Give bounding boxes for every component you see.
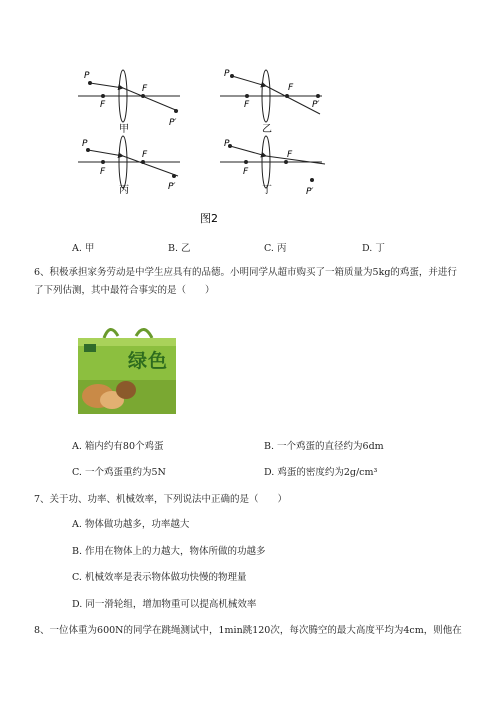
point-p-prime: [174, 109, 178, 113]
label-p-prime: P′: [168, 182, 176, 192]
focus-left: [101, 160, 105, 164]
label-p: P: [82, 139, 88, 149]
q6-stem-line2: 了下列估测，其中最符合事实的是（ ）: [34, 285, 215, 296]
focus-left: [245, 94, 249, 98]
focus-left: [244, 160, 248, 164]
lens-panel-yi: [220, 69, 322, 135]
label-f-left: F: [244, 100, 250, 110]
label-f-left: F: [243, 167, 249, 177]
label-f-right: F: [142, 84, 148, 94]
label-f-right: F: [142, 150, 148, 160]
label-p-prime: P′: [312, 100, 320, 110]
focus-left: [101, 94, 105, 98]
lens-diagram-figure: [0, 0, 500, 230]
q8-stem: 8、一位体重为600N的同学在跳绳测试中，1min跳120次，每次腾空的最大高度平均为4cm，则他在: [34, 625, 462, 636]
lens-panel-ding: [220, 136, 325, 197]
label-p: P: [224, 139, 230, 149]
point-p: [230, 74, 234, 78]
q7-option-a[interactable]: A. 物体做功越多，功率越大: [72, 519, 190, 530]
lens-panel-bing: [78, 136, 180, 196]
q6-option-b[interactable]: B. 一个鸡蛋的直径约为6dm: [264, 441, 384, 452]
q7-stem: 7、关于功、功率、机械效率，下列说法中正确的是（ ）: [34, 494, 288, 505]
q5-option-a[interactable]: A. 甲: [72, 243, 95, 254]
point-p-prime: [310, 178, 314, 182]
q7-option-d[interactable]: D. 同一滑轮组，增加物重可以提高机械效率: [72, 599, 257, 610]
label-f-left: F: [100, 100, 106, 110]
label-p-prime: P′: [306, 187, 314, 197]
q6-option-d[interactable]: D. 鸡蛋的密度约为2g/cm³: [264, 467, 378, 478]
q6-option-c[interactable]: C. 一个鸡蛋重约为5N: [72, 467, 166, 478]
q6-stem-line1: 6、积极承担家务劳动是中学生应具有的品德。小明同学从超市购买了一箱质量为5kg的鸡蛋，并进行: [34, 267, 457, 278]
label-f-right: F: [288, 83, 294, 93]
figure-caption: 图2: [200, 212, 218, 225]
panel-name: 丁: [262, 185, 272, 196]
egg-box-image: [76, 320, 178, 416]
panel-name: 乙: [262, 124, 272, 135]
q7-option-c[interactable]: C. 机械效率是表示物体做功快慢的物理量: [72, 572, 247, 583]
label-p: P: [224, 69, 230, 79]
point-p-prime: [172, 174, 176, 178]
q7-option-b[interactable]: B. 作用在物体上的力越大，物体所做的功越多: [72, 546, 266, 557]
point-p-prime: [316, 94, 320, 98]
panel-name: 丙: [119, 185, 129, 196]
q5-option-c[interactable]: C. 丙: [264, 243, 287, 254]
focus-right: [284, 160, 288, 164]
q6-option-a[interactable]: A. 箱内约有80个鸡蛋: [72, 441, 164, 452]
q5-option-b[interactable]: B. 乙: [168, 243, 191, 254]
q5-option-d[interactable]: D. 丁: [362, 243, 385, 254]
label-f-left: F: [100, 167, 106, 177]
point-p: [88, 81, 92, 85]
focus-right: [141, 160, 145, 164]
panel-name: 甲: [119, 124, 129, 135]
label-p-prime: P′: [169, 118, 177, 128]
label-f-right: F: [287, 150, 293, 160]
focus-right: [141, 94, 145, 98]
label-p: P: [84, 71, 90, 81]
egg-box-text: 绿色: [128, 350, 169, 372]
focus-right: [285, 94, 289, 98]
lens-panel-jia: [78, 70, 180, 135]
